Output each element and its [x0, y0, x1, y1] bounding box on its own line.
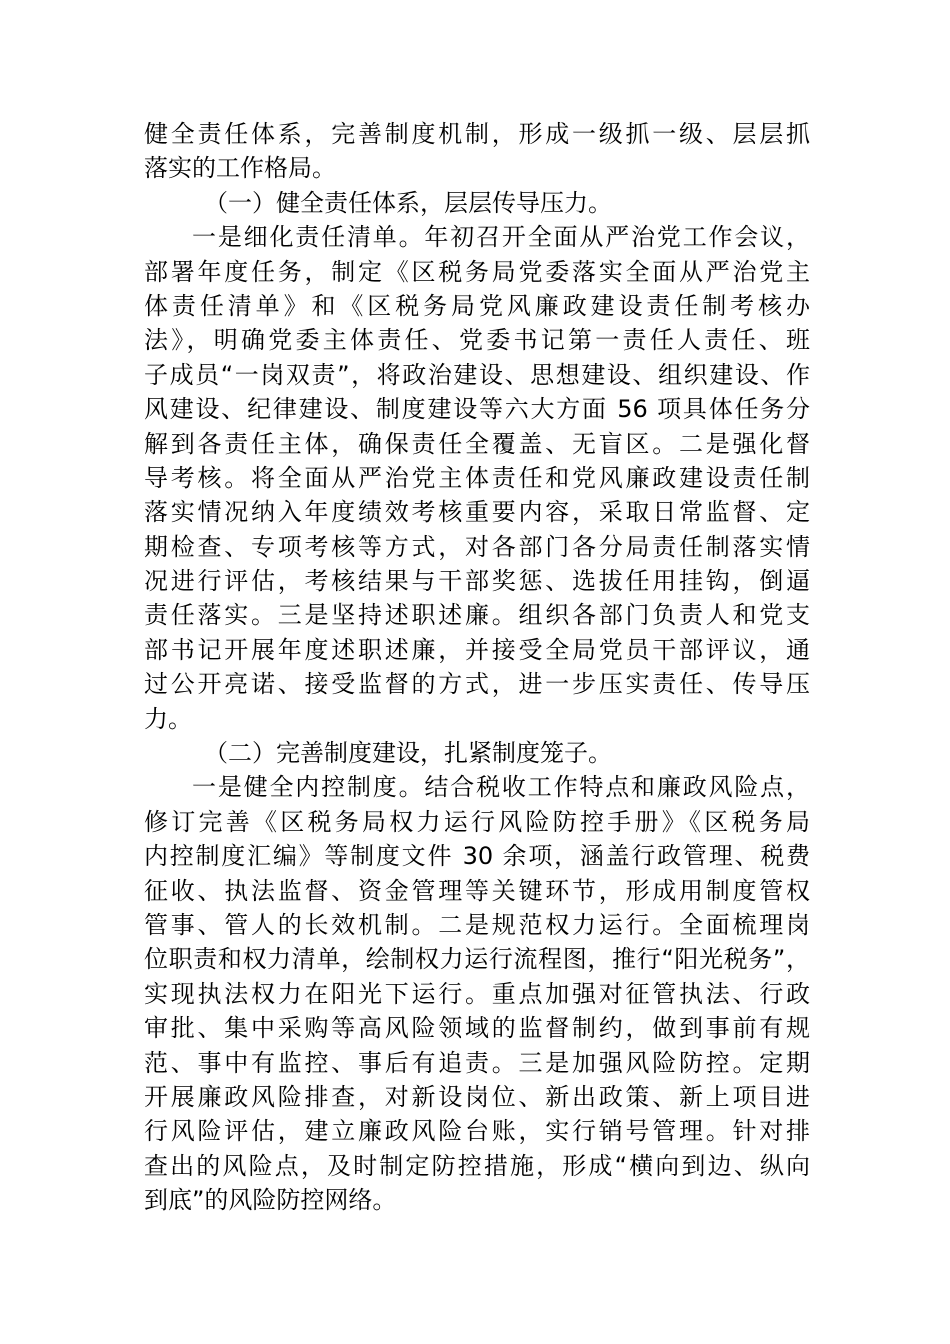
text-line: 管事、管人的长效机制。二是规范权力运行。全面梳理岗	[144, 910, 810, 939]
text-line: 征收、执法监督、资金管理等关键环节，形成用制度管权	[144, 876, 810, 905]
text-line: 一是健全内控制度。结合税收工作特点和廉政风险点，	[192, 773, 810, 802]
text-line: 责任落实。三是坚持述职述廉。组织各部门负责人和党支	[144, 601, 810, 630]
text-line: 力。	[144, 704, 192, 733]
text-line: 审批、集中采购等高风险领域的监督制约，做到事前有规	[144, 1014, 810, 1043]
text-line: 子成员“一岗双责”，将政治建设、思想建设、组织建设、作	[144, 360, 810, 389]
text-line: 开展廉政风险排查，对新设岗位、新出政策、新上项目进	[144, 1082, 810, 1111]
text-line: 内控制度汇编》等制度文件 30 余项，涵盖行政管理、税费	[144, 842, 810, 871]
text-line: 落实的工作格局。	[144, 154, 336, 183]
text-line: 位职责和权力清单，绘制权力运行流程图，推行“阳光税务”，	[144, 945, 810, 974]
text-line: 导考核。将全面从严治党主体责任和党风廉政建设责任制	[144, 463, 810, 492]
text-line: 风建设、纪律建设、制度建设等六大方面 56 项具体任务分	[144, 395, 810, 424]
text-line: 落实情况纳入年度绩效考核重要内容，采取日常监督、定	[144, 498, 810, 527]
text-line: 行风险评估，建立廉政风险台账，实行销号管理。针对排	[144, 1117, 810, 1146]
text-line: 到底”的风险防控网络。	[144, 1186, 397, 1215]
section-heading: （一）健全责任体系，层层传导压力。	[204, 188, 612, 217]
text-line: 修订完善《区税务局权力运行风险防控手册》《区税务局	[144, 807, 810, 836]
text-line: 解到各责任主体，确保责任全覆盖、无盲区。二是强化督	[144, 429, 810, 458]
document-body	[144, 117, 810, 1218]
text-line: 体责任清单》和《区税务局党风廉政建设责任制考核办	[144, 291, 810, 320]
text-line: 部书记开展年度述职述廉，并接受全局党员干部评议，通	[144, 635, 810, 664]
text-line: 法》，明确党委主体责任、党委书记第一责任人责任、班	[144, 326, 810, 355]
text-line: 部署年度任务，制定《区税务局党委落实全面从严治党主	[144, 257, 810, 286]
text-line: 范、事中有监控、事后有追责。三是加强风险防控。定期	[144, 1048, 810, 1077]
text-line: 实现执法权力在阳光下运行。重点加强对征管执法、行政	[144, 979, 810, 1008]
text-line: 况进行评估，考核结果与干部奖惩、选拔任用挂钩，倒逼	[144, 567, 810, 596]
text-line: 过公开亮诺、接受监督的方式，进一步压实责任、传导压	[144, 670, 810, 699]
text-line: 一是细化责任清单。年初召开全面从严治党工作会议，	[192, 223, 810, 252]
text-line: 查出的风险点，及时制定防控措施，形成“横向到边、纵向	[144, 1151, 810, 1180]
text-line: 健全责任体系，完善制度机制，形成一级抓一级、层层抓	[144, 120, 810, 148]
section-heading: （二）完善制度建设，扎紧制度笼子。	[204, 739, 612, 768]
text-line: 期检查、专项考核等方式，对各部门各分局责任制落实情	[144, 532, 810, 561]
